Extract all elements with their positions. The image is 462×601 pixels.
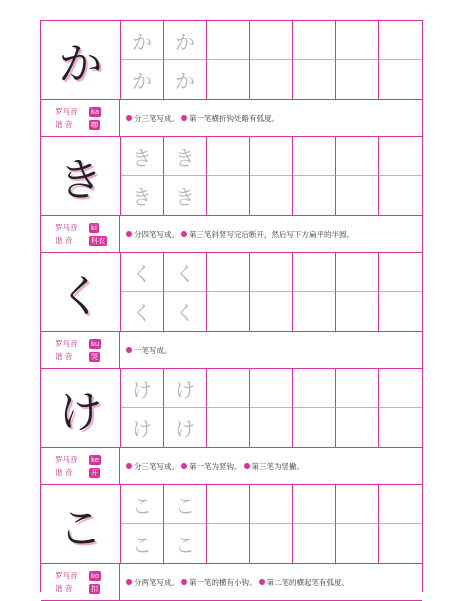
model-char: く — [58, 271, 103, 322]
note-text: 第三笔斜竖写完后断开，然后写下方扁平的半圆。 — [189, 229, 354, 239]
char-row — [41, 369, 422, 448]
blank-cell[interactable] — [336, 408, 379, 447]
practice-grid — [121, 21, 422, 99]
bullet-dot — [181, 115, 187, 121]
trace-char: け — [164, 408, 207, 447]
trace-char: け — [121, 408, 164, 447]
blank-cell[interactable] — [207, 253, 250, 292]
blank-cell[interactable] — [207, 485, 250, 524]
romaji-badge: ku — [91, 339, 100, 348]
blank-cell[interactable] — [250, 485, 293, 524]
model-char-cell — [41, 485, 121, 563]
trace-char: か — [164, 21, 207, 60]
blank-cell[interactable] — [250, 369, 293, 408]
kana-block-ku — [41, 253, 422, 369]
blank-cell[interactable] — [379, 60, 422, 99]
blank-cell[interactable] — [293, 253, 336, 292]
blank-cell[interactable] — [293, 369, 336, 408]
blank-cell[interactable] — [293, 524, 336, 563]
trace-char: か — [121, 21, 164, 60]
blank-cell[interactable] — [336, 60, 379, 99]
romaji-label: 罗马音 — [55, 223, 78, 232]
blank-cell[interactable] — [293, 137, 336, 176]
stroke-notes — [120, 448, 422, 484]
blank-cell[interactable] — [250, 408, 293, 447]
info-row — [41, 100, 422, 137]
note-text: 第一笔为竖钩。 — [189, 461, 242, 471]
model-char: こ — [58, 503, 103, 554]
model-char-cell — [41, 369, 121, 447]
pronunciation-panel — [41, 216, 120, 252]
pronunciation-panel — [41, 448, 120, 484]
note-text: 分三笔写成。 — [134, 461, 179, 471]
bullet-dot — [126, 463, 132, 469]
blank-cell[interactable] — [207, 408, 250, 447]
info-row — [41, 332, 422, 369]
homophone-badge: 科衣 — [91, 236, 105, 245]
stroke-notes — [120, 216, 422, 252]
blank-cell[interactable] — [207, 292, 250, 331]
char-row — [41, 21, 422, 100]
pronunciation-panel — [41, 564, 120, 600]
blank-cell[interactable] — [379, 524, 422, 563]
romaji-badge: ke — [91, 455, 100, 464]
trace-char: か — [164, 60, 207, 99]
bullet-dot — [126, 231, 132, 237]
trace-char: き — [121, 176, 164, 215]
homophone-badge: 咖 — [91, 120, 98, 129]
pronunciation-panel — [41, 100, 120, 136]
info-row — [41, 564, 422, 601]
romaji-label: 罗马音 — [55, 107, 78, 116]
stroke-notes — [120, 100, 422, 136]
romaji-label: 罗马音 — [55, 571, 78, 580]
trace-char: き — [164, 176, 207, 215]
pronunciation-panel — [41, 332, 120, 368]
model-char-cell — [41, 253, 121, 331]
blank-cell[interactable] — [379, 137, 422, 176]
note-text: 一笔写成。 — [134, 345, 172, 355]
romaji-badge: ko — [91, 571, 100, 580]
blank-cell[interactable] — [293, 60, 336, 99]
blank-cell[interactable] — [207, 524, 250, 563]
bullet-dot — [181, 231, 187, 237]
trace-char: き — [164, 137, 207, 176]
blank-cell[interactable] — [207, 137, 250, 176]
blank-cell[interactable] — [250, 60, 293, 99]
blank-cell[interactable] — [379, 176, 422, 215]
practice-grid — [121, 369, 422, 447]
blank-cell[interactable] — [336, 176, 379, 215]
blank-cell[interactable] — [336, 369, 379, 408]
bullet-dot — [181, 579, 187, 585]
blank-cell[interactable] — [250, 137, 293, 176]
trace-char: き — [121, 137, 164, 176]
homophone-badge: 开 — [91, 468, 98, 477]
bullet-dot — [244, 463, 250, 469]
practice-grid — [121, 253, 422, 331]
bullet-dot — [126, 579, 132, 585]
note-text: 第二笔的横起笔有弧度。 — [266, 577, 349, 587]
practice-grid — [121, 137, 422, 215]
blank-cell[interactable] — [250, 176, 293, 215]
trace-char: く — [121, 292, 164, 331]
model-char: き — [58, 155, 103, 206]
note-text: 分四笔写成。 — [134, 229, 179, 239]
blank-cell[interactable] — [207, 176, 250, 215]
practice-grid — [121, 485, 422, 563]
blank-cell[interactable] — [293, 485, 336, 524]
blank-cell[interactable] — [379, 369, 422, 408]
blank-cell[interactable] — [250, 292, 293, 331]
blank-cell[interactable] — [293, 176, 336, 215]
romaji-label: 罗马音 — [55, 455, 78, 464]
kana-block-ko — [41, 485, 422, 601]
blank-cell[interactable] — [207, 21, 250, 60]
blank-cell[interactable] — [336, 137, 379, 176]
homophone-label: 谐 音 — [55, 584, 73, 593]
blank-cell[interactable] — [336, 253, 379, 292]
kana-block-ki — [41, 137, 422, 253]
note-text: 第一笔横折钩处略有弧度。 — [189, 113, 279, 123]
trace-char: け — [164, 369, 207, 408]
blank-cell[interactable] — [379, 21, 422, 60]
homophone-label: 谐 音 — [55, 352, 73, 361]
blank-cell[interactable] — [379, 292, 422, 331]
homophone-label: 谐 音 — [55, 236, 73, 245]
blank-cell[interactable] — [336, 21, 379, 60]
stroke-notes — [120, 332, 422, 368]
trace-char: く — [121, 253, 164, 292]
homophone-badge: 扣 — [91, 584, 98, 593]
blank-cell[interactable] — [379, 485, 422, 524]
model-char: け — [58, 387, 103, 438]
bullet-dot — [181, 463, 187, 469]
model-char-cell — [41, 137, 121, 215]
char-row — [41, 253, 422, 332]
homophone-badge: 哭 — [91, 352, 98, 361]
romaji-label: 罗马音 — [55, 339, 78, 348]
trace-char: く — [164, 292, 207, 331]
blank-cell[interactable] — [293, 21, 336, 60]
blank-cell[interactable] — [207, 369, 250, 408]
bullet-dot — [259, 579, 265, 585]
model-char-cell — [41, 21, 121, 99]
homophone-label: 谐 音 — [55, 120, 73, 129]
model-char: か — [58, 39, 103, 90]
note-text: 分两笔写成。 — [134, 577, 179, 587]
blank-cell[interactable] — [293, 292, 336, 331]
note-text: 第三笔为竖撇。 — [251, 461, 304, 471]
info-row — [41, 216, 422, 253]
bullet-dot — [126, 115, 132, 121]
blank-cell[interactable] — [379, 408, 422, 447]
kana-block-ka — [41, 21, 422, 137]
trace-char: け — [121, 369, 164, 408]
note-text: 第一笔的横有小钩。 — [189, 577, 257, 587]
info-row — [41, 448, 422, 485]
blank-cell[interactable] — [379, 253, 422, 292]
kana-block-ke — [41, 369, 422, 485]
blank-cell[interactable] — [250, 253, 293, 292]
bullet-dot — [126, 347, 132, 353]
blank-cell[interactable] — [336, 524, 379, 563]
trace-char: こ — [121, 524, 164, 563]
homophone-label: 谐 音 — [55, 468, 73, 477]
trace-char: く — [164, 253, 207, 292]
char-row — [41, 137, 422, 216]
trace-char: こ — [164, 524, 207, 563]
blank-cell[interactable] — [207, 60, 250, 99]
stroke-notes — [120, 564, 422, 600]
trace-char: こ — [164, 485, 207, 524]
romaji-badge: ki — [91, 223, 97, 232]
romaji-badge: ka — [91, 107, 100, 116]
practice-sheet — [40, 20, 423, 592]
trace-char: か — [121, 60, 164, 99]
blank-cell[interactable] — [293, 408, 336, 447]
blank-cell[interactable] — [336, 292, 379, 331]
blank-cell[interactable] — [250, 524, 293, 563]
char-row — [41, 485, 422, 564]
trace-char: こ — [121, 485, 164, 524]
blank-cell[interactable] — [250, 21, 293, 60]
blank-cell[interactable] — [336, 485, 379, 524]
note-text: 分三笔写成。 — [134, 113, 179, 123]
